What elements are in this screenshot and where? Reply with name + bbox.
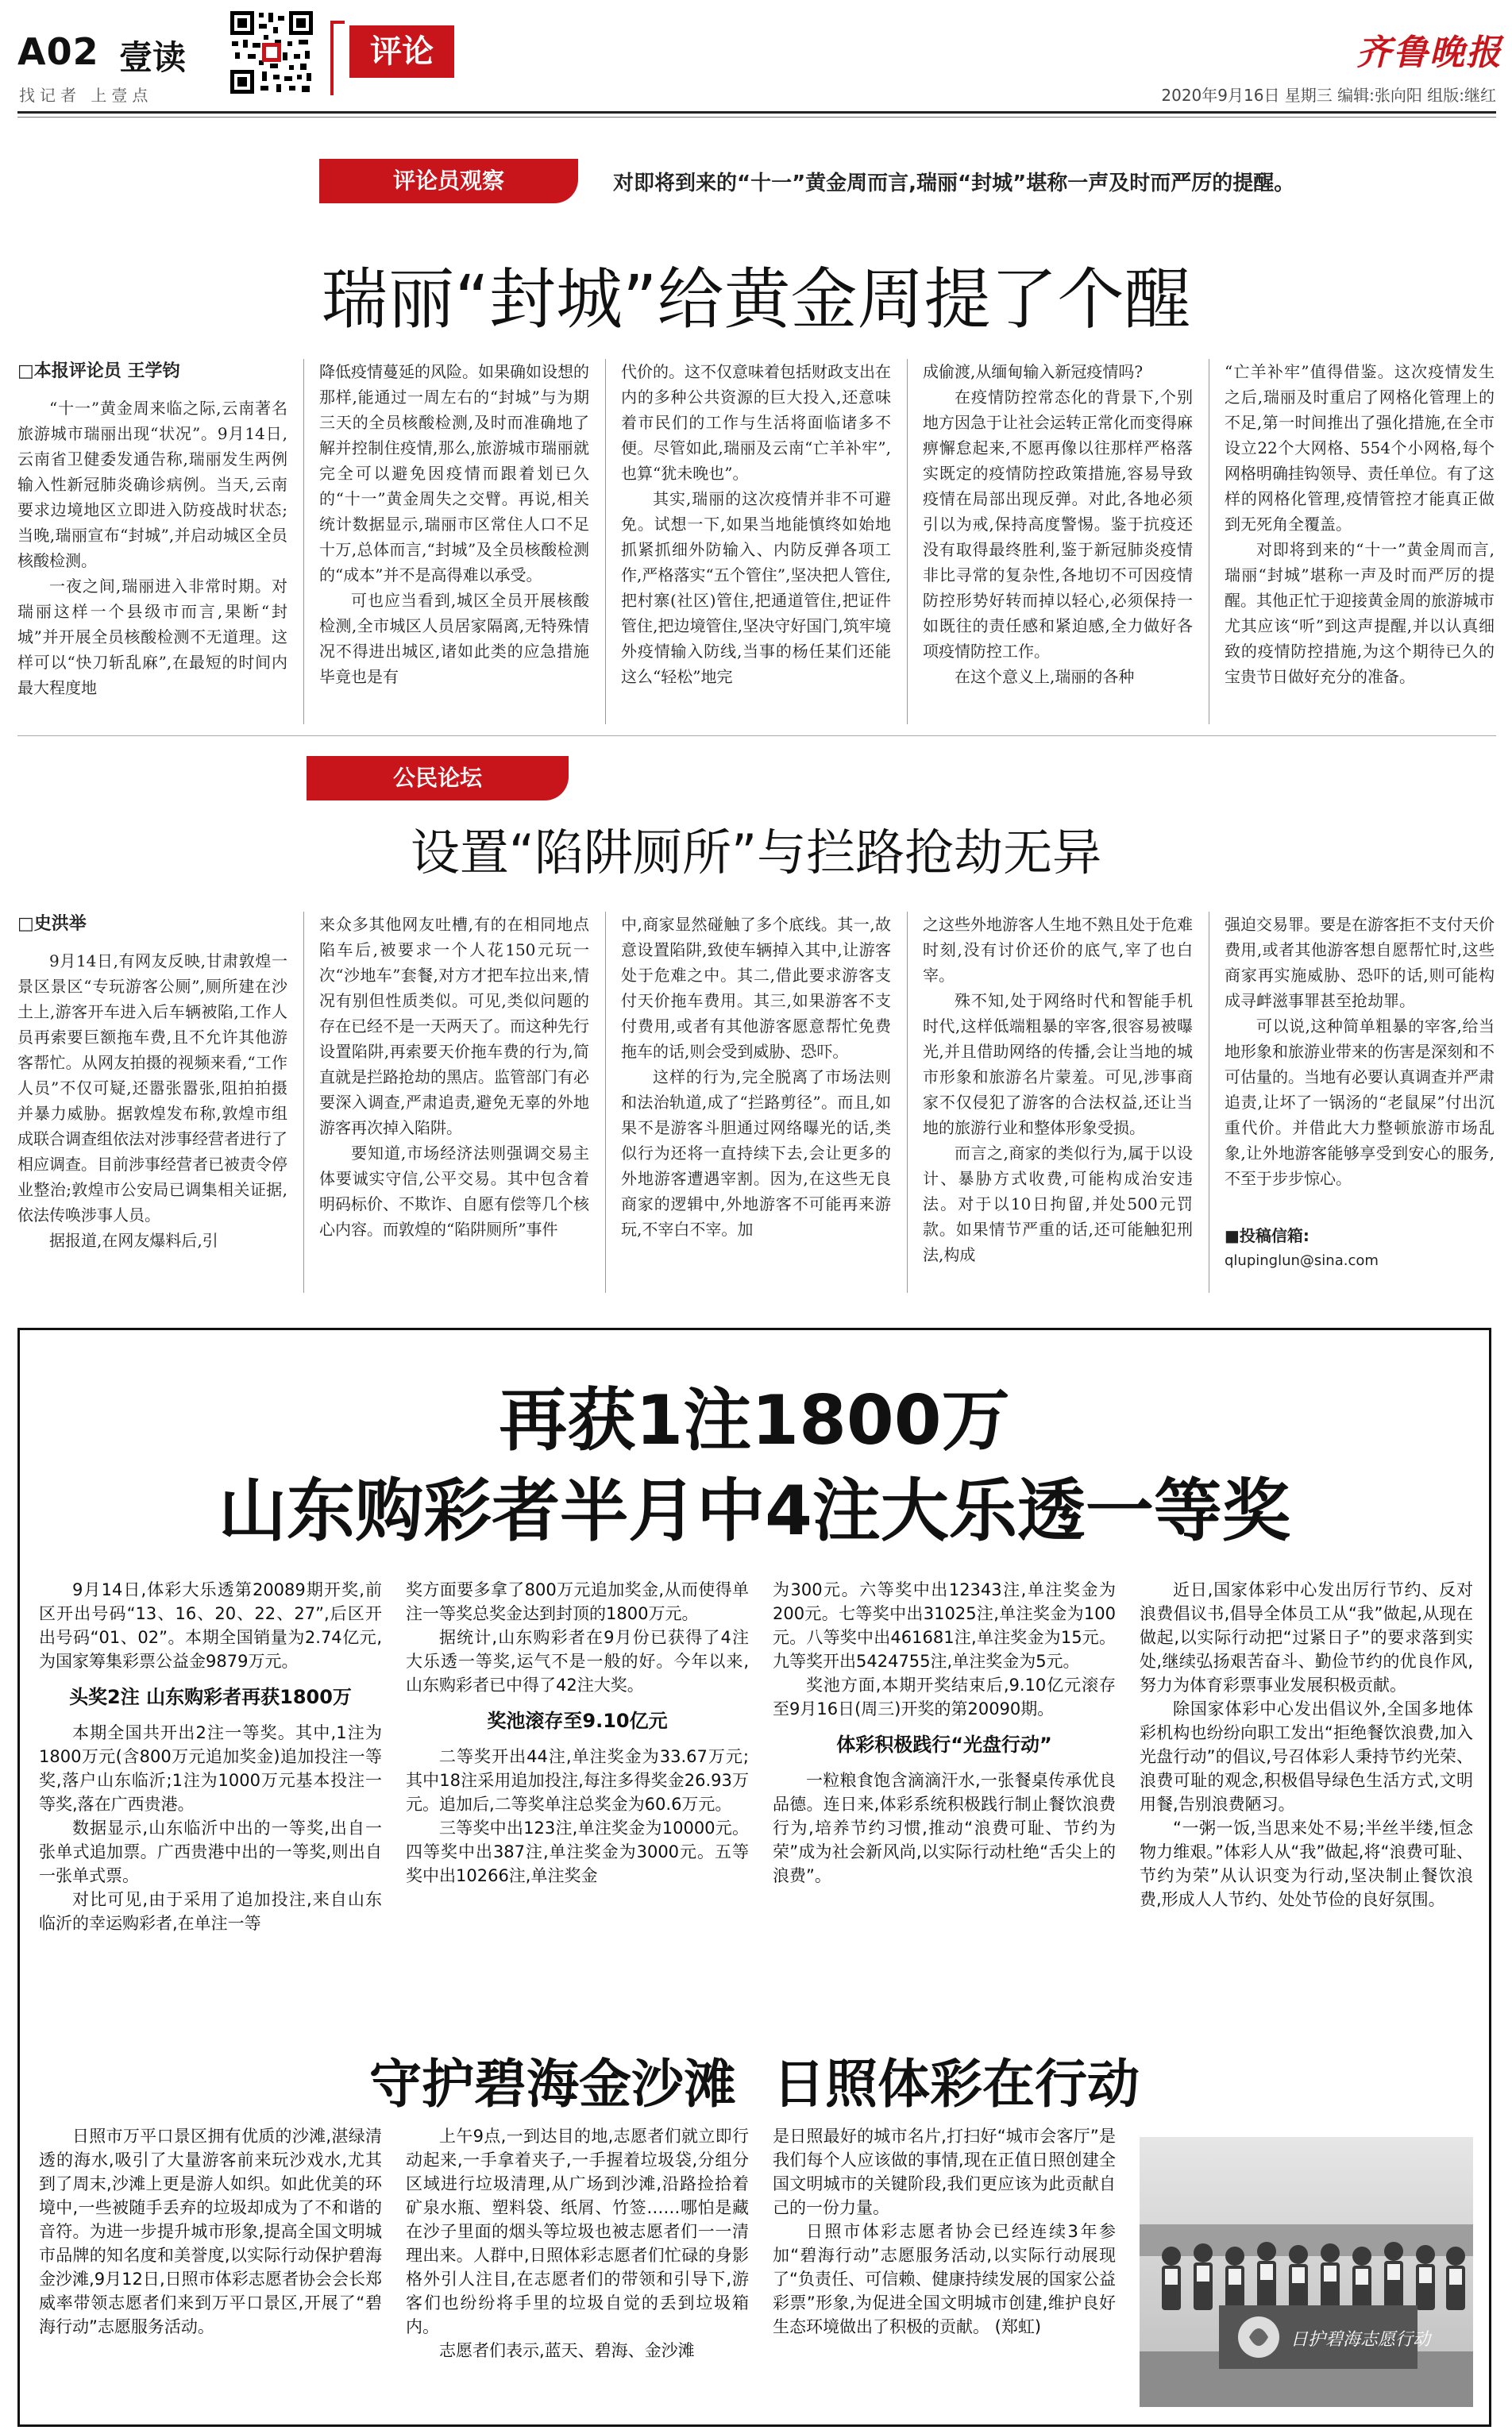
rizhao-title: 守护碧海金沙滩 日照体彩在行动 [369, 2054, 1140, 2115]
contrib-label: ■投稿信箱: [1225, 1226, 1310, 1245]
article1-column-1 [17, 359, 287, 700]
masthead-logo: 齐鲁晚报 [1356, 33, 1502, 73]
lottery-column-2 [406, 1578, 749, 1888]
article2-paragraph: 这样的行为,完全脱离了市场法则和法治轨道,成了“拦路剪径”。而且,如果不是游客斗胆通过网络曝光的话,类似行为还将一直持续下去,会让更多的外地游客遭遇宰割。因为,在这些无良商家的逻辑中,外地游客不可能再来游玩,不宰白不宰。加 [621, 1067, 891, 1239]
header-rule-thin [17, 117, 1496, 118]
lottery-paragraph: 本期全国共开出2注一等奖。其中,1注为1800万元(含800万元追加奖金)追加投注一等奖,落户山东临沂;1注为1000万元基本投注一等奖,落在广西贵港。 [39, 1723, 382, 1814]
column-divider [907, 359, 908, 724]
lottery-column-1 [39, 1578, 382, 1935]
lottery-box [17, 1328, 1491, 2427]
rizhao-paragraph: 上午9点,一到达目的地,志愿者们就立即行动起来,一手拿着夹子,一手握着垃圾袋,分组分区域进行垃圾清理,从广场到沙滩,沿路捡拾着矿泉水瓶、塑料袋、纸屑、竹签……哪怕是藏在沙子里面的烟头等垃圾也被志愿者们一一清理出来。人群中,日照体彩志愿者们忙碌的身影格外引人注目,在志愿者们的带领和引导下,游客们也纷纷将手里的垃圾自觉的丢到垃圾箱内。 [406, 2127, 749, 2336]
article1-paragraph: 一夜之间,瑞丽进入非常时期。对瑞丽这样一个县级市而言,果断“封城”并开展全员核酸检测不无道理。这样可以“快刀斩乱麻”,在最短的时间内最大程度地 [17, 577, 287, 697]
column-divider [605, 912, 606, 1293]
lottery-subhead: 体彩积极践行“光盘行动” [836, 1734, 1052, 1756]
article2-paragraph: 要知道,市场经济法则强调交易主体要诚实守信,公平交易。其中包含着明码标价、不欺诈、自愿有偿等几个核心内容。而敦煌的“陷阱厕所”事件 [319, 1144, 589, 1239]
article2-column-2 [319, 912, 589, 1242]
article2-paragraph: 而言之,商家的类似行为,属于以设计、暴胁方式收费,可能构成治安违法。对于以10日拘留,并处500元罚款。如果情节严重的话,还可能触犯刑法,构成 [923, 1144, 1193, 1264]
lottery-paragraph: 数据显示,山东临沂中出的一等奖,出自一张单式追加票。广西贵港中出的一等奖,则出自一张单式票。 [39, 1819, 382, 1885]
column-divider [303, 912, 304, 1293]
article1-paragraph: 代价的。这不仅意味着包括财政支出在内的多种公共资源的巨大投入,还意味着市民们的工作与生活将面临诸多不便。尽管如此,瑞丽及云南“亡羊补牢”,也算“犹未晚也”。 [621, 362, 891, 483]
lottery-paragraph: 一粒粮食饱含滴滴汗水,一张餐桌传承优良品德。连日来,体彩系统积极践行制止餐饮浪费行为,培养节约习惯,推动“浪费可耻、节约为荣”成为社会新风尚,以实际行动杜绝“舌尖上的浪费”。 [773, 1771, 1116, 1885]
article2-column-5 [1225, 912, 1495, 1274]
lottery-paragraph: 9月14日,体彩大乐透第20089期开奖,前区开出号码“13、16、20、22、27”,后区开出号码“01、02”。本期全国销量为2.74亿元,为国家筹集彩票公益金9879万元。 [39, 1580, 382, 1671]
article2-paragraph: 可以说,这种简单粗暴的宰客,给当地形象和旅游业带来的伤害是深刻和不可估量的。当地有必要认真调查并严肃追责,让坏了一锅汤的“老鼠屎”付出沉重代价。并借此大力整顿旅游市场乱象,让外地游客能够享受到安心的服务,不至于步步惊心。 [1225, 1016, 1495, 1188]
rizhao-paragraph: 是日照最好的城市名片,打扫好“城市会客厅”是我们每个人应该做的事情,现在正值日照创建全国文明城市的关键阶段,我们更应该为此贡献自己的一份力量。 [773, 2127, 1116, 2217]
lottery-subhead: 头奖2注 山东购彩者再获1800万 [69, 1686, 352, 1708]
article1-paragraph: “十一”黄金周来临之际,云南著名旅游城市瑞丽出现“状况”。9月14日,云南省卫健委发通告称,瑞丽发生两例输入性新冠肺炎确诊病例。当天,云南要求边境地区立即进入防疫战时状态;当晚,瑞丽宣布“封城”,并启动城区全员核酸检测。 [17, 399, 287, 570]
article2-byline: □史洪举 [17, 914, 87, 934]
lottery-paragraph: 近日,国家体彩中心发出厉行节约、反对浪费倡议书,倡导全体员工从“我”做起,从现在做起,以实际行动把“过紧日子”的要求落到实处,继续弘扬艰苦奋斗、勤俭节约的优良作风,努力为体育彩票事业发展积极贡献。 [1140, 1580, 1473, 1695]
article1-paragraph: 降低疫情蔓延的风险。如果确如设想的那样,能通过一周左右的“封城”与为期三天的全员核酸检测,及时而准确地了解并控制住疫情,那么,旅游城市瑞丽就完全可以避免因疫情而跟着划已久的“十一”黄金周失之交臂。再说,相关统计数据显示,瑞丽市区常住人口不足十万,总体而言,“封城”及全员核酸检测的“成本”并不是高得难以承受。 [319, 362, 589, 584]
rizhao-column-2 [406, 2124, 749, 2363]
article1-paragraph: 其实,瑞丽的这次疫情并非不可避免。试想一下,如果当地能慎终如始地抓紧抓细外防输入、内防反弹各项工作,严格落实“五个管住”,坚决把人管住,把村寨(社区)管住,把通道管住,把证件管住,把边境管住,坚决守好国门,筑牢境外疫情输入防线,当事的杨任某们还能这么“轻松”地完 [621, 489, 891, 686]
volunteer-photo [1140, 2137, 1473, 2407]
article1-column-2 [319, 359, 589, 689]
article2-paragraph: 9月14日,有网友反映,甘肃敦煌一景区景区“专玩游客公厕”,厕所建在沙土上,游客开车进入后车辆被陷,工作人员再索要巨额拖车费,且不允许其他游客帮忙。从网友拍摄的视频来看,“工作人员”不仅可疑,还嚣张嚣张,阻拍拍摄并暴力威胁。据敦煌发布称,敦煌市组成联合调查组依法对涉事经营者进行了相应调查。目前涉事经营者已被责令停业整治;敦煌市公安局已调集相关证据,依法传唤涉事人员。 [17, 951, 287, 1225]
rizhao-column-3 [773, 2124, 1116, 2339]
article2-paragraph: 之这些外地游客人生地不熟且处于危难时刻,没有讨价还价的底气,宰了也白宰。 [923, 915, 1193, 985]
article1-paragraph: 在疫情防控常态化的背景下,个别地方因急于让社会运转正常化而变得麻痹懈怠起来,不愿再像以往那样严格落实既定的疫情防控政策措施,容易导致疫情在局部出现反弹。对此,各地必须引以为戒,保持高度警惕。鉴于抗疫还没有取得最终胜利,鉴于新冠肺炎疫情非比寻常的复杂性,各地切不可因疫情防控形势好转而掉以轻心,必须保持一如既往的责任感和紧迫感,全力做好各项疫情防控工作。 [923, 388, 1193, 661]
section-label: 评论 [349, 25, 454, 78]
lottery-column-3 [773, 1578, 1116, 1888]
lottery-paragraph: 三等奖中出123注,单注奖金为10000元。四等奖中出387注,单注奖金为3000元。五等奖中出10266注,单注奖金 [406, 1819, 749, 1885]
article1-byline: □本报评论员 王学钧 [17, 361, 180, 381]
article1-title: 瑞丽“封城”给黄金周提了个醒 [321, 260, 1191, 338]
rizhao-paragraph: 志愿者们表示,蓝天、碧海、金沙滩 [439, 2341, 695, 2360]
lottery-column-4 [1140, 1578, 1473, 1911]
section-separator [17, 735, 1496, 736]
lottery-title-2: 山东购彩者半月中4注大乐透一等奖 [218, 1472, 1290, 1551]
page-motto: 找记者 上壹点 [19, 86, 153, 105]
rizhao-paragraph: 日照市体彩志愿者协会已经连续3年参加“碧海行动”志愿服务活动,以实际行动展现了“负责任、可信赖、健康持续发展的国家公益彩票”形象,为促进全国文明城市创建,维护良好生态环境做出了积极的贡献。 (郑虹) [773, 2222, 1116, 2336]
lottery-paragraph: “一粥一饭,当思来处不易;半丝半缕,恒念物力维艰。”体彩人从“我”做起,将“浪费可耻、节约为荣”从认识变为行动,坚决制止餐饮浪费,形成人人节约、处处节俭的良好氛围。 [1140, 1819, 1473, 1909]
article2-title: 设置“陷阱厕所”与拦路抢劫无异 [410, 824, 1102, 881]
rizhao-column-1 [39, 2124, 382, 2339]
lottery-title-1: 再获1注1800万 [499, 1381, 1010, 1460]
page-number: A02 [17, 30, 99, 73]
article1-column-5 [1225, 359, 1495, 689]
lottery-paragraph: 据统计,山东购彩者在9月份已获得了4注大乐透一等奖,运气不是一般的好。今年以来,山东购彩者已中得了42注大奖。 [406, 1628, 749, 1695]
article2-paragraph: 殊不知,处于网络时代和智能手机时代,这样低端粗暴的宰客,很容易被曝光,并且借助网络的传播,会让当地的城市形象和旅游名片蒙羞。可见,涉事商家不仅侵犯了游客的合法权益,还让当地的旅游行业和整体形象受损。 [923, 991, 1193, 1137]
column-divider [907, 912, 908, 1293]
qr-code-icon [227, 8, 316, 97]
article1-paragraph: 可也应当看到,城区全员开展核酸检测,全市城区人员居家隔离,无特殊情况不得进出城区,诸如此类的应急措施毕竟也是有 [319, 591, 589, 686]
lottery-paragraph: 为300元。六等奖中出12343注,单注奖金为200元。七等奖中出31025注,单注奖金为100元。八等奖中出461681注,单注奖金为15元。九等奖开出5424755注,单注奖金为5元。 [773, 1580, 1116, 1671]
article1-column-4 [923, 359, 1193, 689]
article2-paragraph: 中,商家显然碰触了多个底线。其一,故意设置陷阱,致使车辆掉入其中,让游客处于危难之中。其二,借此要求游客支付天价拖车费用。其三,如果游客不支付费用,或者有其他游客愿意帮忙免费拖车的话,则会受到威胁、恐吓。 [621, 915, 891, 1061]
column-divider [605, 359, 606, 724]
article1-paragraph: “亡羊补牢”值得借鉴。这次疫情发生之后,瑞丽及时重启了网格化管理上的不足,第一时间推出了强化措施,在全市设立22个大网格、554个小网格,每个网格明确挂钩领导、责任单位。有了这样的网格化管理,疫情管控才能真正做到无死角全覆盖。 [1225, 362, 1495, 534]
lottery-paragraph: 除国家体彩中心发出倡议外,全国多地体彩机构也纷纷向职工发出“拒绝餐饮浪费,加入光盘行动”的倡议,号召体彩人秉持节约光荣、浪费可耻的观念,积极倡导绿色生活方式,文明用餐,告别浪费陋习。 [1140, 1699, 1473, 1814]
article2-paragraph: 强迫交易罪。要是在游客拒不支付天价费用,或者其他游客想自愿帮忙时,这些商家再实施威胁、恐吓的话,则可能构成寻衅滋事罪甚至抢劫罪。 [1225, 915, 1495, 1010]
commentary-column-tag: 评论员观察 [319, 159, 578, 203]
article2-column-3 [621, 912, 891, 1242]
section-bracket-icon [330, 21, 345, 95]
column-divider [303, 359, 304, 724]
article2-column-4 [923, 912, 1193, 1267]
article1-column-3 [621, 359, 891, 689]
article1-paragraph: 在这个意义上,瑞丽的各种 [955, 667, 1135, 686]
article1-paragraph: 对即将到来的“十一”黄金周而言,瑞丽“封城”堪称一声及时而严厉的提醒。其他正忙于迎接黄金周的旅游城市尤其应该“听”到这声提醒,并以认真细致的疫情防控措施,为这个期待已久的宝贵节日做好充分的准备。 [1225, 540, 1495, 686]
photo-banner-text: 日护碧海志愿行动 [1290, 2330, 1431, 2350]
rizhao-paragraph: 日照市万平口景区拥有优质的沙滩,湛绿清透的海水,吸引了大量游客前来玩沙戏水,尤其到了周末,沙滩上更是游人如织。如此优美的环境中,一些被随手丢弃的垃圾却成为了不和谐的音符。为进一步提升城市形象,提高全国文明城市品牌的知名度和美誉度,以实际行动保护碧海金沙滩,9月12日,日照市体彩志愿者协会会长郑威率带领志愿者们来到万平口景区,开展了“碧海行动”志愿服务活动。 [39, 2127, 382, 2336]
article2-paragraph: 据报道,在网友爆料后,引 [49, 1231, 218, 1250]
header-rule [17, 111, 1496, 114]
article2-paragraph: 来众多其他网友吐槽,有的在相同地点陷车后,被要求一个人花150元玩一次“沙地车”套餐,对方才把车拉出来,情况有别但性质类似。可见,类似问题的存在已经不是一天两天了。而这种先行设置陷阱,再索要天价拖车费的行为,简直就是拦路抢劫的黑店。监管部门有必要深入调查,严肃追责,避免无辜的外地游客再次掉入陷阱。 [319, 915, 589, 1137]
lottery-paragraph: 奖池方面,本期开奖结束后,9.10亿元滚存至9月16日(周三)开奖的第20090期。 [773, 1676, 1116, 1718]
lottery-paragraph: 奖方面要多拿了800万元追加奖金,从而使得单注一等奖总奖金达到封顶的1800万元。 [406, 1580, 749, 1623]
issue-meta: 2020年9月16日 星期三 编辑:张向阳 组版:继红 [1161, 86, 1496, 105]
lottery-paragraph: 二等奖开出44注,单注奖金为33.67万元;其中18注采用追加投注,每注多得奖金26.93万元。追加后,二等奖单注总奖金为60.6万元。 [406, 1747, 749, 1814]
lottery-paragraph: 对比可见,由于采用了追加投注,来自山东临沂的幸运购彩者,在单注一等 [39, 1890, 382, 1933]
article2-column-1 [17, 912, 287, 1253]
forum-column-tag: 公民论坛 [307, 756, 569, 800]
lottery-subhead: 奖池滚存至9.10亿元 [487, 1710, 668, 1732]
article1-paragraph: 成偷渡,从缅甸输入新冠疫情吗? [923, 362, 1144, 381]
article1-deck: 对即将到来的“十一”黄金周而言,瑞丽“封城”堪称一声及时而严厉的提醒。 [613, 172, 1295, 195]
volunteer-photo-illustration [1140, 2137, 1473, 2407]
page-name: 壹读 [119, 38, 187, 77]
contrib-email[interactable]: qlupinglun@sina.com [1225, 1252, 1379, 1269]
